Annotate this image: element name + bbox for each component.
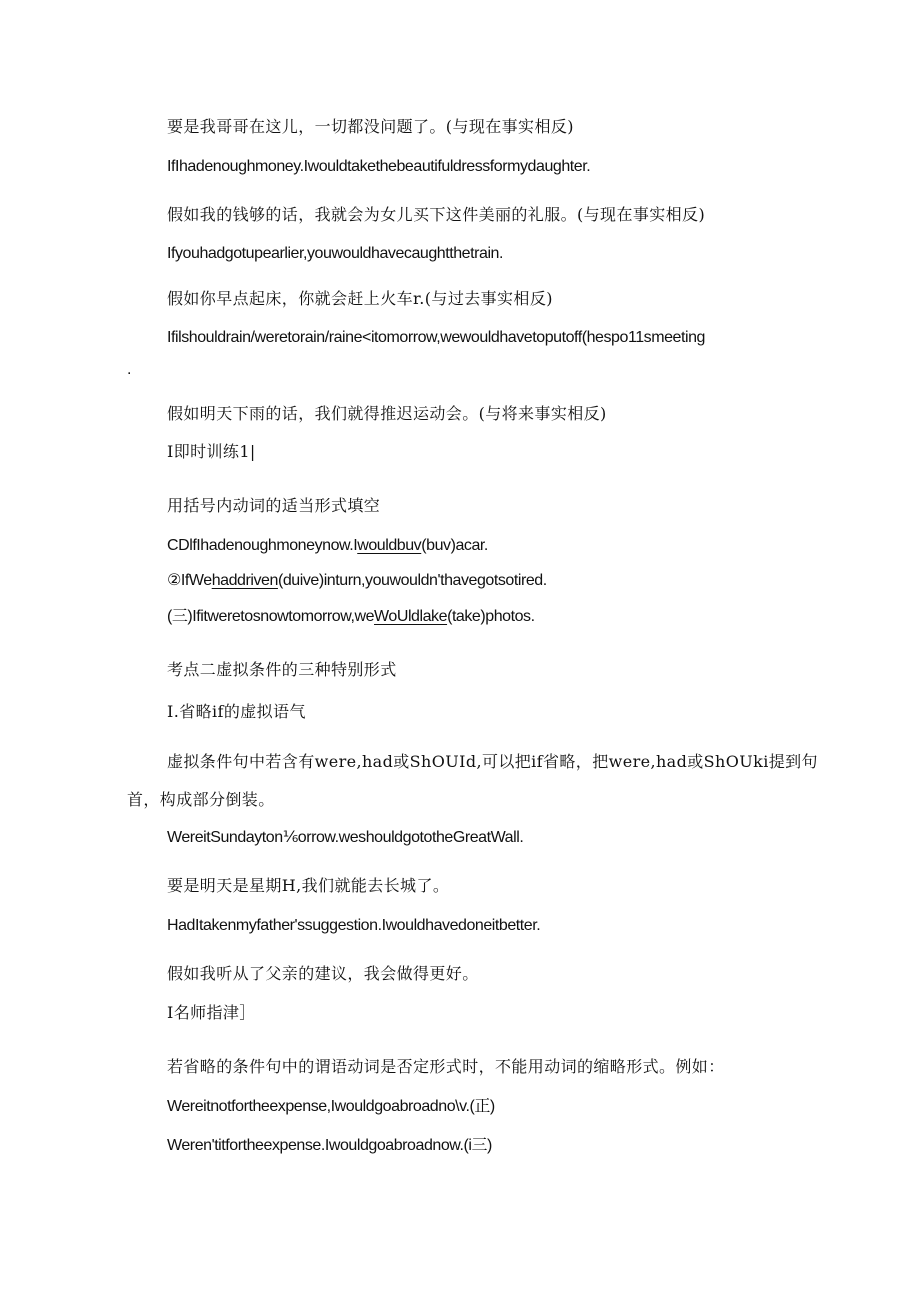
exercise-2-answer: haddriven	[211, 572, 278, 589]
english-sentence-3-continuation: .	[127, 361, 131, 378]
practice-heading: I即时训练1|	[167, 442, 256, 461]
section-2-subtitle: I.省略if的虚拟语气	[167, 702, 306, 721]
inversion-example-1-chinese: 要是明天是星期H,我们就能去长城了。	[167, 876, 450, 895]
chinese-sentence-4: 假如明天下雨的话，我们就得推迟运动会。(与将来事实相反)	[167, 404, 607, 423]
section-2-title: 考点二虚拟条件的三种特别形式	[167, 660, 397, 679]
chinese-sentence-1: 要是我哥哥在这儿，一切都没问题了。(与现在事实相反)	[167, 117, 574, 136]
inversion-example-2-chinese: 假如我听从了父亲的建议，我会做得更好。	[167, 964, 479, 983]
exercise-1-suffix: (buv)acar.	[421, 537, 488, 554]
exercise-item-3	[167, 607, 535, 627]
tip-example-incorrect: Weren'titfortheexpense.Iwouldgoabroadnow.(i三)	[167, 1137, 492, 1154]
exercise-2-prefix: ②IfWe	[167, 572, 212, 589]
exercise-2-suffix: (duive)inturn,youwouldn'thavegotsotired.	[277, 572, 547, 589]
chinese-sentence-2: 假如我的钱够的话，我就会为女儿买下这件美丽的礼服。(与现在事实相反)	[167, 205, 706, 224]
exercise-item-1	[167, 536, 488, 556]
teacher-tip-heading: I名师指津］	[167, 1003, 256, 1022]
exercise-3-answer: WoUldlake	[374, 608, 448, 625]
section-2-paragraph-line-2: 首，构成部分倒装。	[127, 790, 275, 809]
inversion-example-2-english: HadItakenmyfather'ssuggestion.Iwouldhavedoneitbetter.	[167, 917, 541, 934]
english-sentence-1: IfIhadenoughmoney.Iwouldtakethebeautifuldressformydaughter.	[167, 158, 591, 175]
exercise-1-answer: wouldbuv	[357, 537, 422, 554]
section-2-paragraph-line-1: 虚拟条件句中若含有were,had或ShOUId,可以把if省略，把were,had或ShOUki提到句	[167, 752, 818, 771]
inversion-example-1-english: WereitSundayton⅙orrow.weshouldgototheGreatWall.	[167, 829, 524, 846]
tip-example-correct: Wereitnotfortheexpense,Iwouldgoabroadno\v.(正)	[167, 1098, 495, 1115]
exercise-instruction: 用括号内动词的适当形式填空	[167, 496, 381, 515]
english-sentence-2: Ifyouhadgotupearlier,youwouldhavecaughtthetrain.	[167, 245, 503, 262]
exercise-3-suffix: (take)photos.	[447, 608, 535, 625]
exercise-1-prefix: CDlfIhadenoughmoneynow.I	[167, 537, 358, 554]
teacher-tip-text: 若省略的条件句中的谓语动词是否定形式时，不能用动词的缩略形式。例如：	[167, 1057, 725, 1076]
exercise-3-prefix: (三)Ifitweretosnowtomorrow,we	[167, 608, 375, 625]
english-sentence-3: Ifilshouldrain/weretorain/raine<itomorrow,wewouldhavetoputoff(hespo11smeeting	[167, 329, 705, 346]
chinese-sentence-3: 假如你早点起床，你就会赶上火车r.(与过去事实相反)	[167, 289, 553, 308]
exercise-item-2	[167, 571, 547, 591]
